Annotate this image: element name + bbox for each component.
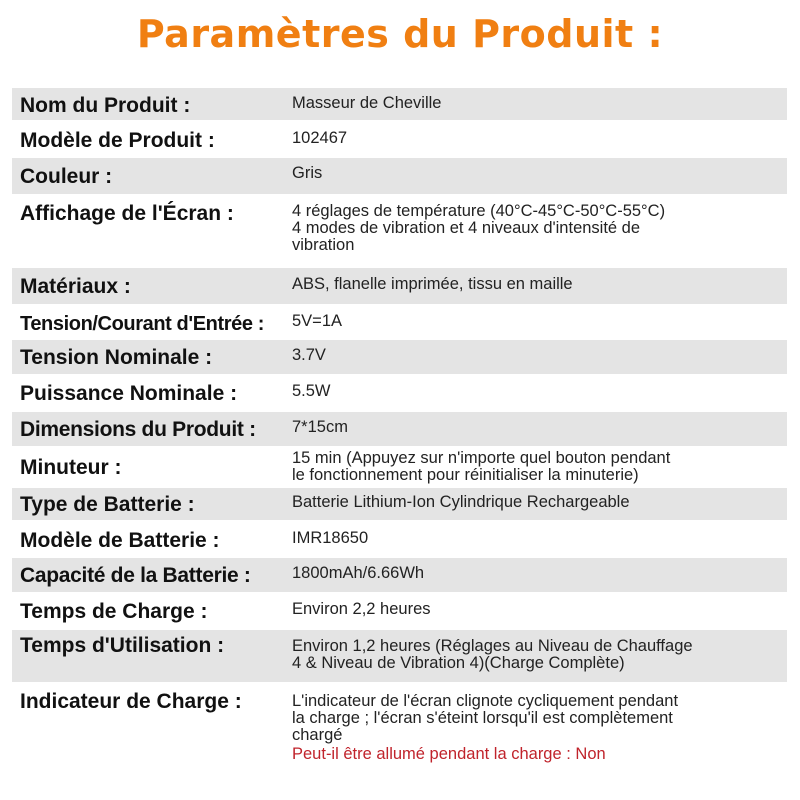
spec-label: Puissance Nominale : xyxy=(20,382,238,405)
spec-row-timer xyxy=(12,448,787,488)
spec-label: Nom du Produit : xyxy=(20,94,191,117)
spec-label: Dimensions du Produit : xyxy=(20,418,256,441)
spec-value xyxy=(292,450,782,484)
spec-value xyxy=(292,95,782,112)
spec-value xyxy=(292,638,782,672)
spec-row-battery-model xyxy=(12,522,787,558)
spec-value xyxy=(292,276,782,293)
spec-value-line: Batterie Lithium-Ion Cylindrique Rechargeable xyxy=(292,493,630,511)
spec-label: Modèle de Batterie : xyxy=(20,529,220,552)
spec-value-line: chargé xyxy=(292,726,343,744)
spec-value-line: le fonctionnement pour réinitialiser la minuterie) xyxy=(292,466,639,484)
spec-value-line: 4 réglages de température (40°C-45°C-50°C-55°C) xyxy=(292,202,666,220)
spec-label: Minuteur : xyxy=(20,456,122,479)
spec-value-line: 5V=1A xyxy=(292,312,342,330)
spec-value-line: 4 modes de vibration et 4 niveaux d'intensité de xyxy=(292,219,641,237)
spec-label: Temps de Charge : xyxy=(20,600,208,623)
spec-row-usage-time xyxy=(12,630,787,684)
spec-value xyxy=(292,494,782,511)
spec-value xyxy=(292,693,782,763)
spec-label: Capacité de la Batterie : xyxy=(20,564,251,587)
spec-value-line: Gris xyxy=(292,164,323,182)
spec-value-line: la charge ; l'écran s'éteint lorsqu'il est complètement xyxy=(292,709,673,727)
spec-row-charge-time xyxy=(12,594,787,630)
spec-value xyxy=(292,530,782,547)
spec-value-line: ABS, flanelle imprimée, tissu en maille xyxy=(292,275,573,293)
spec-label: Temps d'Utilisation : xyxy=(20,634,225,657)
spec-value xyxy=(292,347,782,364)
spec-value-line: 4 & Niveau de Vibration 4)(Charge Complète) xyxy=(292,654,625,672)
spec-label: Type de Batterie : xyxy=(20,493,195,516)
spec-label: Affichage de l'Écran : xyxy=(20,202,234,225)
spec-value-line: 7*15cm xyxy=(292,418,348,436)
spec-label: Matériaux : xyxy=(20,275,131,298)
spec-value xyxy=(292,419,782,436)
spec-row-dimensions xyxy=(12,412,787,448)
spec-value-line: 1800mAh/6.66Wh xyxy=(292,564,425,582)
spec-label: Modèle de Produit : xyxy=(20,129,215,152)
spec-value-line: L'indicateur de l'écran clignote cycliquement pendant xyxy=(292,692,679,710)
spec-row-nominal-power xyxy=(12,376,787,412)
spec-label: Tension/Courant d'Entrée : xyxy=(20,313,264,335)
page-title: Paramètres du Produit : xyxy=(136,12,664,56)
spec-value xyxy=(292,165,782,182)
spec-row-nominal-voltage xyxy=(12,340,787,376)
spec-value-line: 102467 xyxy=(292,129,348,147)
spec-row-screen-display xyxy=(12,196,787,268)
charge-note: Peut-il être allumé pendant la charge : Non xyxy=(292,745,606,763)
spec-row-input-voltage xyxy=(12,306,787,340)
spec-label: Tension Nominale : xyxy=(20,346,213,369)
spec-value-line: Masseur de Cheville xyxy=(292,94,442,112)
spec-row-battery-capacity xyxy=(12,558,787,594)
spec-row-battery-type xyxy=(12,488,787,522)
spec-value-line: 5.5W xyxy=(292,382,331,400)
spec-value-line: 3.7V xyxy=(292,346,326,364)
spec-label: Indicateur de Charge : xyxy=(20,690,242,713)
spec-row-materials xyxy=(12,268,787,306)
spec-value-line: IMR18650 xyxy=(292,529,369,547)
spec-label: Couleur : xyxy=(20,165,113,188)
spec-value-line: vibration xyxy=(292,236,355,254)
spec-value xyxy=(292,313,782,330)
spec-value-line: Environ 1,2 heures (Réglages au Niveau de Chauffage xyxy=(292,637,693,655)
spec-value-line: Environ 2,2 heures xyxy=(292,600,431,618)
spec-value xyxy=(292,383,782,400)
spec-value-line: 15 min (Appuyez sur n'importe quel bouton pendant xyxy=(292,449,671,467)
spec-row-charge-indicator xyxy=(12,684,787,782)
spec-value xyxy=(292,601,782,618)
spec-value xyxy=(292,203,782,254)
spec-value xyxy=(292,130,782,147)
spec-row-model xyxy=(12,122,787,158)
spec-row-color xyxy=(12,158,787,196)
spec-table xyxy=(12,88,787,782)
spec-row-product-name xyxy=(12,88,787,122)
spec-value xyxy=(292,565,782,582)
